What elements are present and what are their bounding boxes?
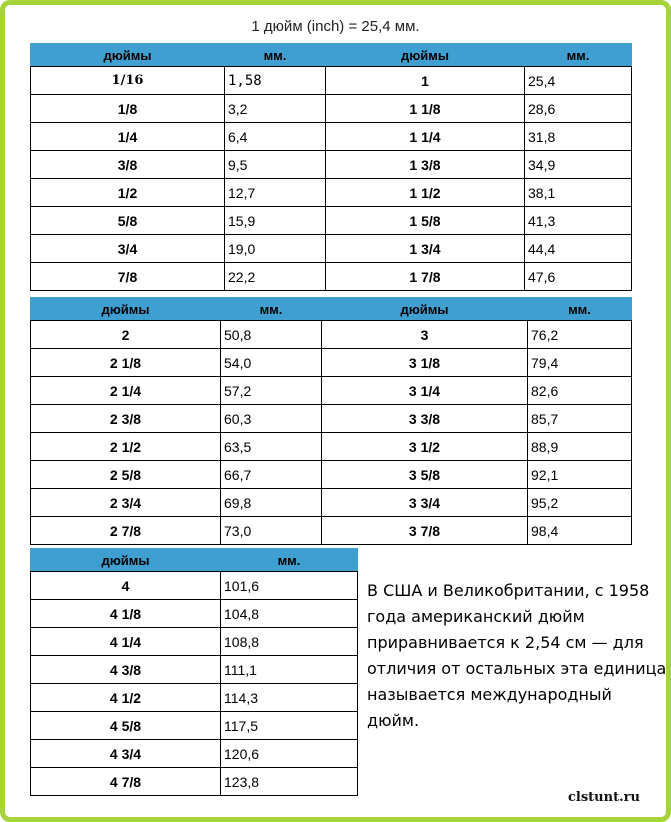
cell-mm: 57,2 <box>221 377 322 405</box>
cell-inches: 3/8 <box>31 151 225 179</box>
cell-mm: 25,4 <box>525 67 632 95</box>
cell-mm: 41,3 <box>525 207 632 235</box>
cell-mm: 95,2 <box>528 489 632 517</box>
conversion-table-1 <box>30 43 632 291</box>
header-inches: дюймы <box>322 298 528 321</box>
cell-mm: 66,7 <box>221 461 322 489</box>
table-row <box>31 461 632 489</box>
table-row <box>31 489 632 517</box>
header-mm: мм. <box>225 44 326 67</box>
cell-inches: 3 1/4 <box>322 377 528 405</box>
cell-mm: 3,2 <box>225 95 326 123</box>
cell-inches: 1 7/8 <box>326 263 525 291</box>
table-header-row <box>31 44 632 67</box>
table-row <box>31 433 632 461</box>
table-row <box>31 67 632 95</box>
header-mm: мм. <box>525 44 632 67</box>
cell-inches: 3 1/2 <box>322 433 528 461</box>
cell-inches: 4 3/4 <box>31 740 221 768</box>
header-mm: мм. <box>528 298 632 321</box>
table-row <box>31 405 632 433</box>
cell-mm: 22,2 <box>225 263 326 291</box>
table-row <box>31 179 632 207</box>
table-row <box>31 207 632 235</box>
watermark: clstunt.ru <box>568 790 640 805</box>
cell-mm: 123,8 <box>221 768 358 796</box>
cell-inches: 3 3/8 <box>322 405 528 433</box>
cell-inches: 2 1/2 <box>31 433 221 461</box>
cell-inches: 1 3/4 <box>326 235 525 263</box>
cell-inches: 1/2 <box>31 179 225 207</box>
cell-mm: 92,1 <box>528 461 632 489</box>
header-mm: мм. <box>221 549 358 572</box>
cell-mm: 85,7 <box>528 405 632 433</box>
cell-inches: 1 3/8 <box>326 151 525 179</box>
table-row <box>31 235 632 263</box>
cell-inches: 1 1/4 <box>326 123 525 151</box>
cell-inches: 2 3/4 <box>31 489 221 517</box>
cell-mm: 6,4 <box>225 123 326 151</box>
cell-inches: 1 1/2 <box>326 179 525 207</box>
cell-mm: 108,8 <box>221 628 358 656</box>
table-row <box>31 151 632 179</box>
conversion-table-3 <box>30 548 358 796</box>
cell-mm: 120,6 <box>221 740 358 768</box>
cell-inches: 1/4 <box>31 123 225 151</box>
cell-inches: 1/8 <box>31 95 225 123</box>
cell-mm: 88,9 <box>528 433 632 461</box>
page-title: 1 дюйм (inch) = 25,4 мм. <box>251 18 420 35</box>
table-row <box>31 517 632 545</box>
cell-inches: 2 3/8 <box>31 405 221 433</box>
cell-mm: 54,0 <box>221 349 322 377</box>
cell-mm: 63,5 <box>221 433 322 461</box>
cell-mm: 101,6 <box>221 572 358 600</box>
cell-mm: 114,3 <box>221 684 358 712</box>
table-header-row <box>31 549 358 572</box>
cell-mm: 73,0 <box>221 517 322 545</box>
table-row <box>31 321 632 349</box>
cell-inches: 2 7/8 <box>31 517 221 545</box>
cell-inches: 3 5/8 <box>322 461 528 489</box>
table-row <box>31 95 632 123</box>
table-row <box>31 600 358 628</box>
cell-mm: 1,58 <box>225 67 326 95</box>
cell-inches: 4 1/8 <box>31 600 221 628</box>
cell-inches: 4 7/8 <box>31 768 221 796</box>
cell-inches: 3/4 <box>31 235 225 263</box>
cell-inches: 2 5/8 <box>31 461 221 489</box>
table-row <box>31 712 358 740</box>
info-note: В США и Великобритании, с 1958 года американский дюйм приравнивается к 2,54 см — для отличия от остальных эта единица называется международный дюйм. <box>367 581 667 730</box>
header-mm: мм. <box>221 298 322 321</box>
cell-inches: 1 5/8 <box>326 207 525 235</box>
cell-mm: 79,4 <box>528 349 632 377</box>
cell-mm: 15,9 <box>225 207 326 235</box>
cell-inches: 4 <box>31 572 221 600</box>
cell-mm: 76,2 <box>528 321 632 349</box>
cell-mm: 44,4 <box>525 235 632 263</box>
cell-mm: 50,8 <box>221 321 322 349</box>
cell-mm: 47,6 <box>525 263 632 291</box>
header-inches: дюймы <box>31 44 225 67</box>
cell-mm: 34,9 <box>525 151 632 179</box>
cell-mm: 98,4 <box>528 517 632 545</box>
cell-mm: 111,1 <box>221 656 358 684</box>
cell-mm: 19,0 <box>225 235 326 263</box>
cell-inches: 3 1/8 <box>322 349 528 377</box>
cell-mm: 31,8 <box>525 123 632 151</box>
cell-inches: 2 1/4 <box>31 377 221 405</box>
cell-inches: 3 <box>322 321 528 349</box>
table-row <box>31 377 632 405</box>
cell-mm: 69,8 <box>221 489 322 517</box>
cell-inches: 2 <box>31 321 221 349</box>
cell-inches: 1 1/8 <box>326 95 525 123</box>
cell-mm: 28,6 <box>525 95 632 123</box>
table-row <box>31 349 632 377</box>
header-inches: дюймы <box>326 44 525 67</box>
cell-inches: 4 1/4 <box>31 628 221 656</box>
cell-mm: 9,5 <box>225 151 326 179</box>
header-inches: дюймы <box>31 549 221 572</box>
cell-inches: 7/8 <box>31 263 225 291</box>
table-row <box>31 740 358 768</box>
conversion-table-2 <box>30 297 632 545</box>
table-row <box>31 263 632 291</box>
cell-inches: 4 5/8 <box>31 712 221 740</box>
cell-mm: 82,6 <box>528 377 632 405</box>
cell-mm: 60,3 <box>221 405 322 433</box>
cell-mm: 12,7 <box>225 179 326 207</box>
cell-mm: 117,5 <box>221 712 358 740</box>
cell-inches: 2 1/8 <box>31 349 221 377</box>
table-row <box>31 123 632 151</box>
table-row <box>31 684 358 712</box>
cell-inches: 3 3/4 <box>322 489 528 517</box>
cell-inches: 4 3/8 <box>31 656 221 684</box>
table-row <box>31 656 358 684</box>
cell-mm: 38,1 <box>525 179 632 207</box>
table-header-row <box>31 298 632 321</box>
cell-mm: 104,8 <box>221 600 358 628</box>
cell-inches: 5/8 <box>31 207 225 235</box>
table-row <box>31 768 358 796</box>
cell-inches: 4 1/2 <box>31 684 221 712</box>
table-row <box>31 572 358 600</box>
header-inches: дюймы <box>31 298 221 321</box>
cell-inches: 1/16 <box>31 67 225 95</box>
table-row <box>31 628 358 656</box>
cell-inches: 3 7/8 <box>322 517 528 545</box>
cell-inches: 1 <box>326 67 525 95</box>
